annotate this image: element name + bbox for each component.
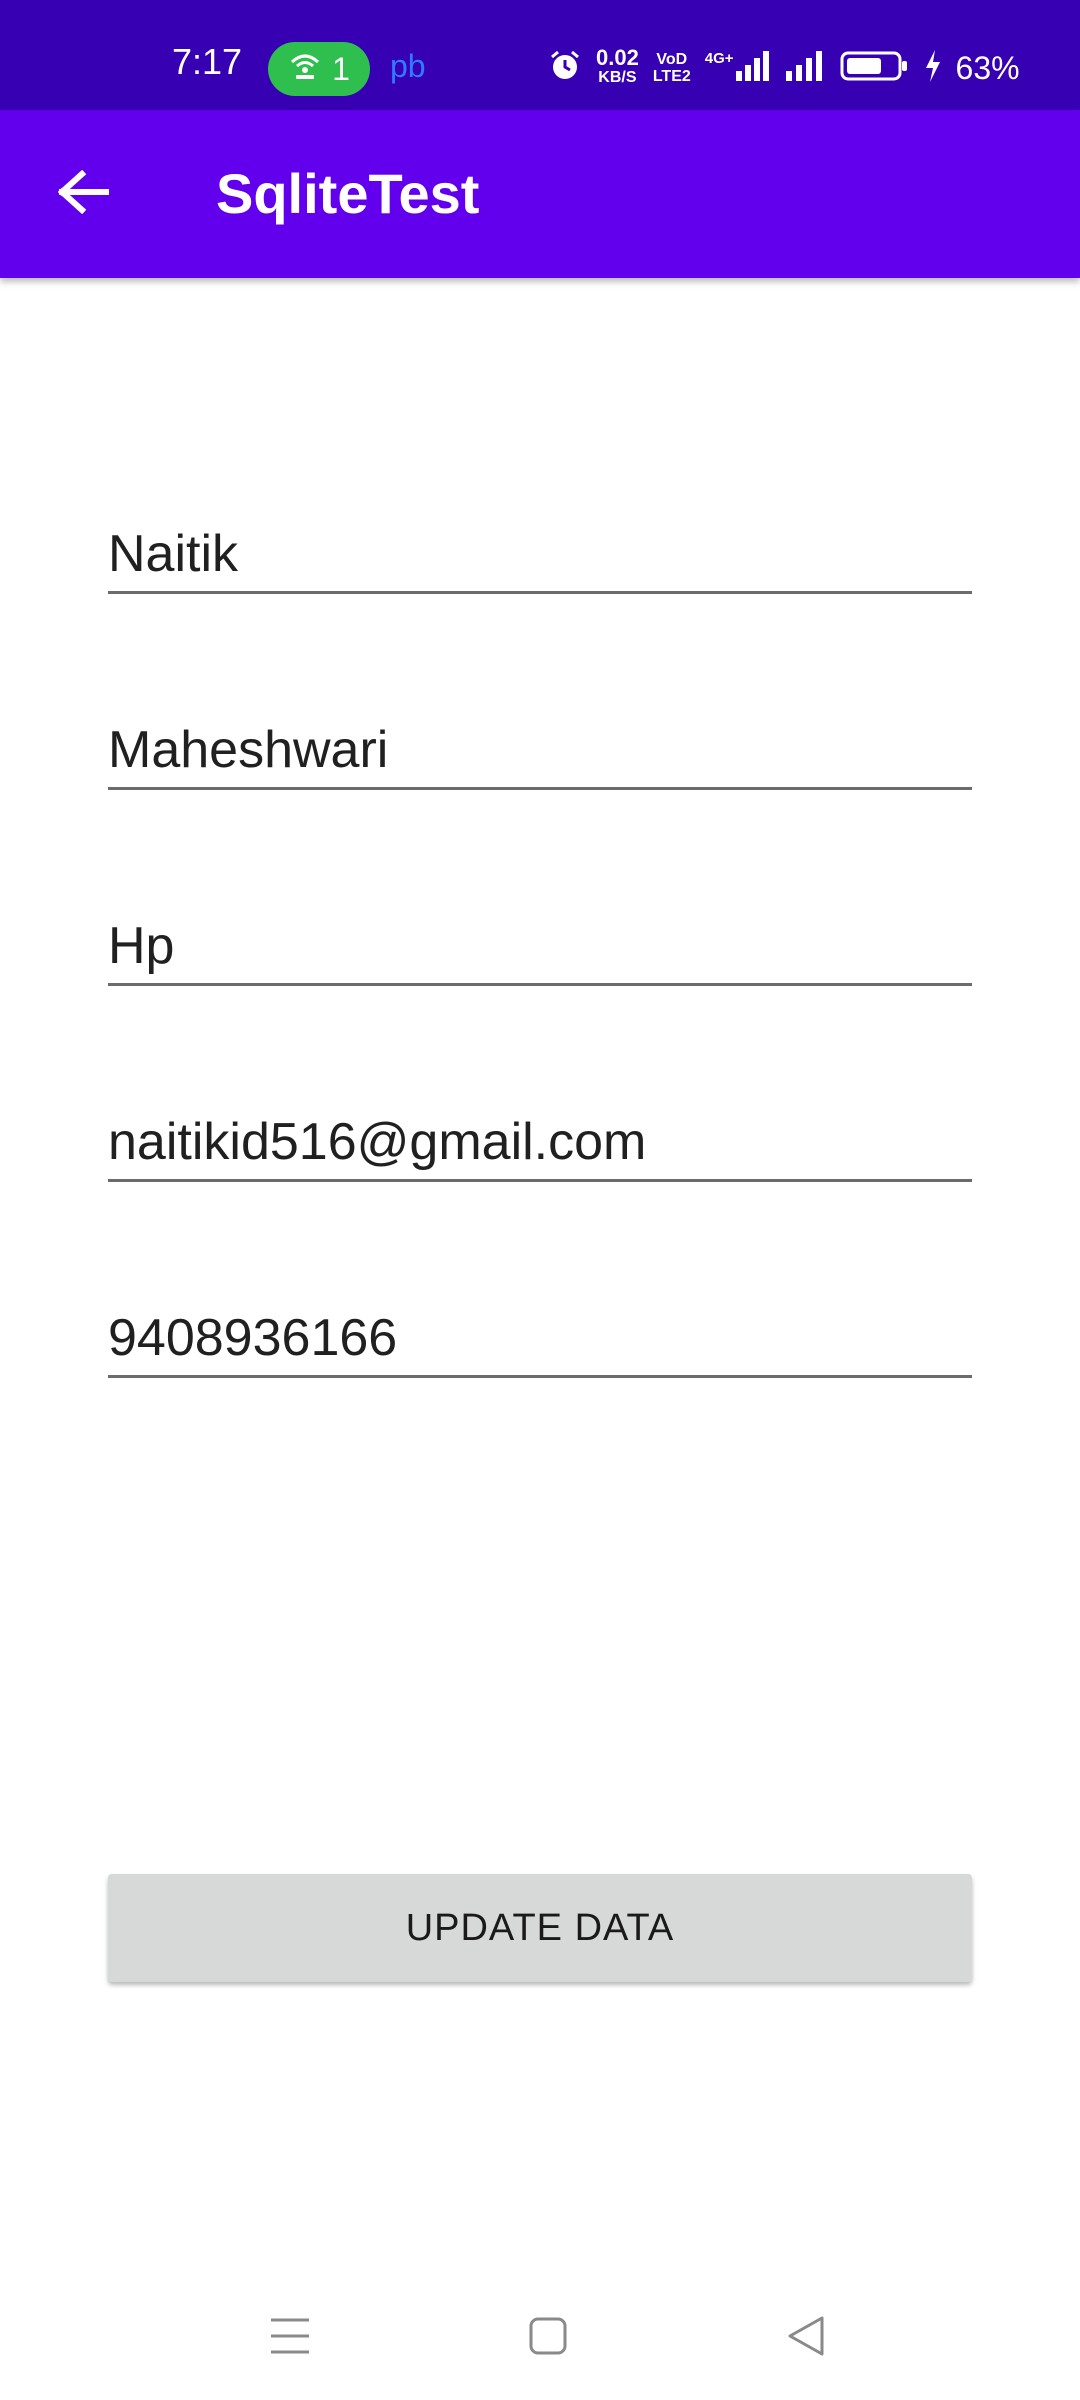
update-data-button[interactable]: UPDATE DATA (108, 1874, 972, 1982)
charging-icon (924, 50, 942, 87)
back-button[interactable] (44, 154, 124, 234)
email-input[interactable] (108, 1104, 972, 1181)
menu-lines-icon (269, 2316, 311, 2361)
alarm-icon (548, 49, 582, 88)
volte-top: VoD (656, 51, 688, 68)
signal-1-icon (736, 51, 772, 86)
square-home-icon (528, 2316, 568, 2361)
status-time: 7:17 (172, 41, 243, 82)
status-icons (548, 40, 1020, 96)
company-input[interactable] (108, 908, 972, 985)
hotspot-count: 1 (332, 50, 350, 87)
recents-button[interactable] (250, 2298, 330, 2378)
back-nav-button[interactable] (766, 2298, 846, 2378)
hotspot-indicator (268, 42, 370, 96)
last-name-input[interactable] (108, 712, 972, 789)
company-field[interactable] (108, 906, 972, 986)
phone-input[interactable] (108, 1300, 972, 1377)
app-bar (0, 110, 1080, 278)
signal-2-icon (786, 51, 826, 86)
last-name-field[interactable] (108, 710, 972, 790)
home-button[interactable] (508, 2298, 588, 2378)
battery-icon (840, 50, 910, 87)
net-speed-unit: KB/S (598, 69, 637, 86)
triangle-back-icon (786, 2315, 826, 2362)
network-type: 4G+ (704, 49, 734, 67)
signal-1 (705, 51, 772, 86)
phone-field[interactable] (108, 1298, 972, 1378)
volte-indicator (653, 51, 691, 85)
carrier-label: pb (390, 48, 426, 84)
battery-percent: 63% (955, 49, 1020, 86)
volte-bottom: LTE2 (652, 68, 691, 85)
net-speed-value: 0.02 (596, 45, 639, 70)
net-speed (596, 45, 639, 88)
status-bar (0, 0, 1080, 110)
page-title: SqliteTest (216, 162, 480, 225)
first-name-field[interactable] (108, 514, 972, 594)
first-name-input[interactable] (108, 516, 972, 593)
arrow-back-icon (58, 170, 110, 219)
hotspot-icon (288, 50, 322, 88)
system-nav-bar (0, 2270, 1080, 2400)
email-field[interactable] (108, 1102, 972, 1182)
